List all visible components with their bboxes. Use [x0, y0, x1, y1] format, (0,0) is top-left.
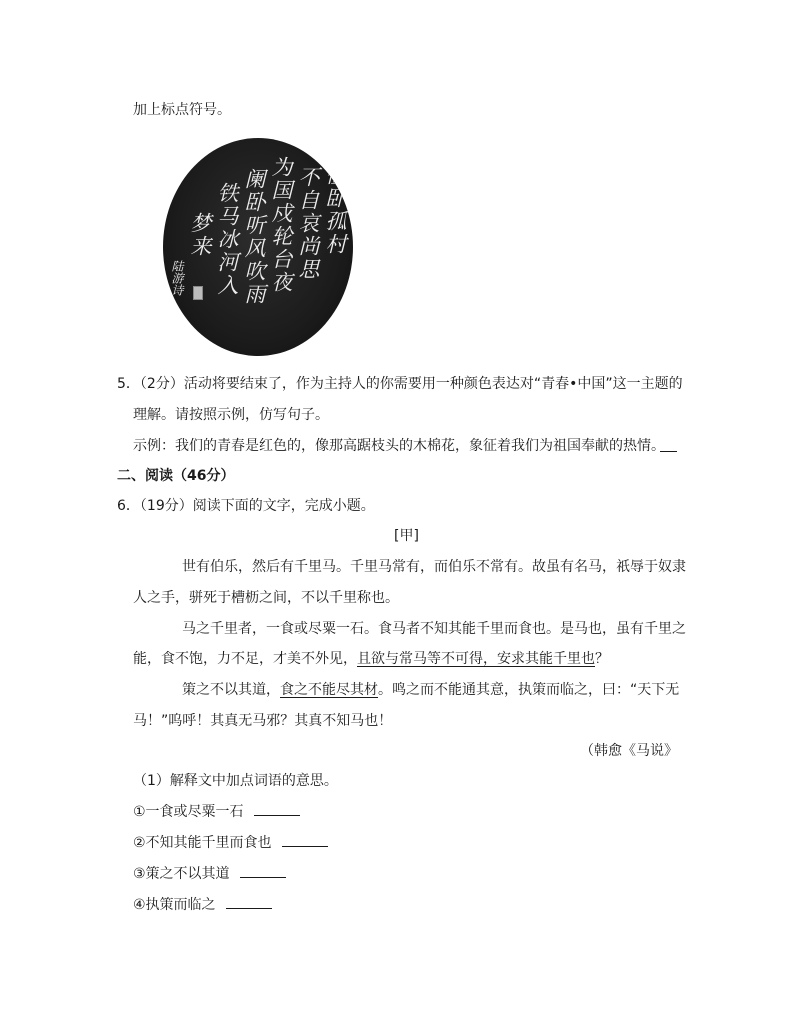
calligraphy-image	[163, 138, 353, 356]
sub-item-text: ①一食或尽粟一石	[133, 804, 244, 820]
sub-item-text: ③策之不以其道	[133, 866, 230, 882]
sub-item-2	[133, 833, 328, 853]
calligraphy-column: 僵卧孤村	[323, 164, 347, 256]
answer-blank[interactable]	[282, 833, 328, 847]
q5-line1: 5．（2分）活动将要结束了，作为主持人的你需要用一种颜色表达对“青春•中国”这一主题的	[117, 376, 683, 392]
passage-source: （韩愈《马说》	[580, 743, 678, 759]
answer-blank[interactable]	[226, 895, 272, 909]
passage-p3-line2: 马！”呜呼！其真无马邪？其真不知马也！	[133, 713, 393, 729]
sub-question-1: （1）解释文中加点词语的意思。	[133, 773, 338, 789]
passage-p2-line2	[133, 649, 609, 669]
q5-answer-blank[interactable]	[660, 438, 677, 452]
calligraphy-signature: 陆游诗	[170, 260, 184, 296]
passage-text: 。鸣之而不能通其意，执策而临之，曰：“天下无	[378, 682, 680, 698]
calligraphy-column: 为国戍轮台夜	[269, 156, 293, 294]
q5-line2: 理解。请按照示例，仿写句子。	[133, 407, 329, 423]
seal-stamp-icon	[193, 286, 203, 300]
calligraphy-columns	[163, 138, 353, 356]
sub-item-text: ④执策而临之	[133, 897, 216, 913]
passage-p1-line2: 人之手，骈死于槽枥之间，不以千里称也。	[133, 590, 399, 606]
q5-example	[133, 436, 665, 456]
instruction-line: 加上标点符号。	[133, 102, 231, 118]
calligraphy-column: 铁马冰河入	[215, 182, 239, 297]
underlined-sentence: 且欲与常马等不可得，安求其能千里也	[357, 651, 595, 667]
q5-example-text: 示例：我们的青春是红色的，像那高踞枝头的木棉花，象征着我们为祖国奉献的热情。	[133, 438, 665, 454]
calligraphy-column: 梦来	[188, 212, 212, 258]
section-title: 二、阅读（46分）	[117, 468, 235, 484]
sub-item-1	[133, 802, 300, 822]
passage-p3-line1	[182, 680, 679, 700]
passage-text: 能，食不饱，力不足，才美不外见，	[133, 651, 357, 667]
underlined-sentence: 食之不能尽其材	[280, 682, 378, 698]
sub-item-4	[133, 895, 272, 915]
passage-text: ？	[595, 651, 609, 667]
answer-blank[interactable]	[240, 864, 286, 878]
sub-item-3	[133, 864, 286, 884]
passage-p2-line1: 马之千里者，一食或尽粟一石。食马者不知其能千里而食也。是马也，虽有千里之	[182, 621, 686, 637]
calligraphy-column: 阑卧听风吹雨	[242, 168, 266, 306]
sub-item-text: ②不知其能千里而食也	[133, 835, 272, 851]
passage-p1-line1: 世有伯乐，然后有千里马。千里马常有，而伯乐不常有。故虽有名马，祇辱于奴隶	[182, 559, 686, 575]
answer-blank[interactable]	[254, 802, 300, 816]
passage-text: 策之不以其道，	[182, 682, 280, 698]
q6-intro: 6．（19分）阅读下面的文字，完成小题。	[117, 498, 375, 514]
passage-label: [甲]	[394, 528, 419, 544]
calligraphy-column: 不自哀尚思	[296, 166, 320, 281]
